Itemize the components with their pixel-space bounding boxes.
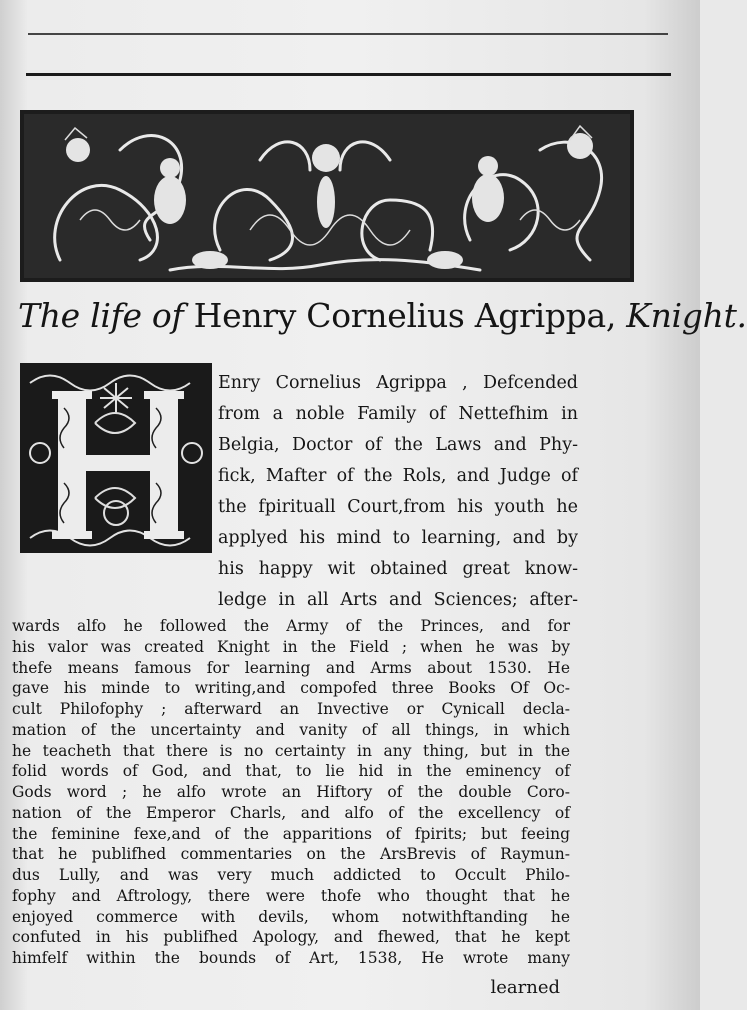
text-line: applyed his mind to learning, and by — [218, 528, 578, 548]
text-line: thefe means famous for learning and Arms about 1530. He — [12, 658, 570, 677]
text-line: Gods word ; he alfo wrote an Hiftory of the double Coro- — [12, 783, 570, 801]
text-line: that he publifhed commentaries on the ArsBrevis of Raymun- — [12, 845, 570, 864]
text-line: the fpirituall Court,from his youth he — [218, 497, 578, 517]
text-line: nation of the Emperor Charls, and alfo of the excellency of — [12, 803, 570, 822]
text-line: Enry Cornelius Agrippa , Defcended — [218, 373, 578, 393]
text-line: dus Lully, and was very much addicted to Occult Philo- — [12, 866, 570, 884]
text-line: fophy and Aftrology, there were thofe who thought that he — [12, 886, 570, 905]
page-title — [18, 296, 747, 346]
text-line: wards alfo he followed the Army of the Princes, and for — [12, 617, 570, 635]
text-line: mation of the uncertainty and vanity of all things, in which — [12, 720, 570, 739]
text-line: fick, Mafter of the Rols, and Judge of — [218, 466, 578, 486]
header-rule — [26, 73, 671, 76]
text-line: folid words of God, and that, to lie hid in the eminency of — [12, 762, 570, 781]
text-line: his valor was created Knight in the Field ; when he was by — [12, 637, 570, 656]
text-line: the feminine fexe,and of the apparitions of fpirits; but feeing — [12, 824, 570, 843]
text-line: gave his minde to writing,and compofed three Books Of Oc- — [12, 679, 570, 698]
title-suffix: Knight. — [626, 296, 747, 335]
text-line: cult Philofophy ; afterward an Invective or Cynicall decla- — [12, 700, 570, 718]
text-line: from a noble Family of Nettefhim in — [218, 404, 578, 424]
title-prefix: The life of — [18, 296, 184, 335]
text-line: his happy wit obtained great know- — [218, 559, 578, 579]
title-name: Henry Cornelius Agrippa, — [193, 296, 617, 335]
text-line: he teacheth that there is no certainty in any thing, but in the — [12, 741, 570, 760]
text-line: enjoyed commerce with devils, whom notwithftanding he — [12, 907, 570, 926]
woodcut-headpiece — [20, 110, 634, 282]
catchword: learned — [490, 977, 560, 998]
text-line: himfelf within the bounds of Art, 1538, He wrote many — [12, 949, 570, 967]
top-rule — [28, 33, 668, 35]
text-line: ledge in all Arts and Sciences; after- — [218, 590, 578, 610]
decorated-initial-h — [20, 363, 212, 553]
text-line: Belgia, Doctor of the Laws and Phy- — [218, 435, 578, 455]
text-line: confuted in his publifhed Apology, and fhewed, that he kept — [12, 928, 570, 947]
bleed-through-text — [30, 86, 670, 102]
